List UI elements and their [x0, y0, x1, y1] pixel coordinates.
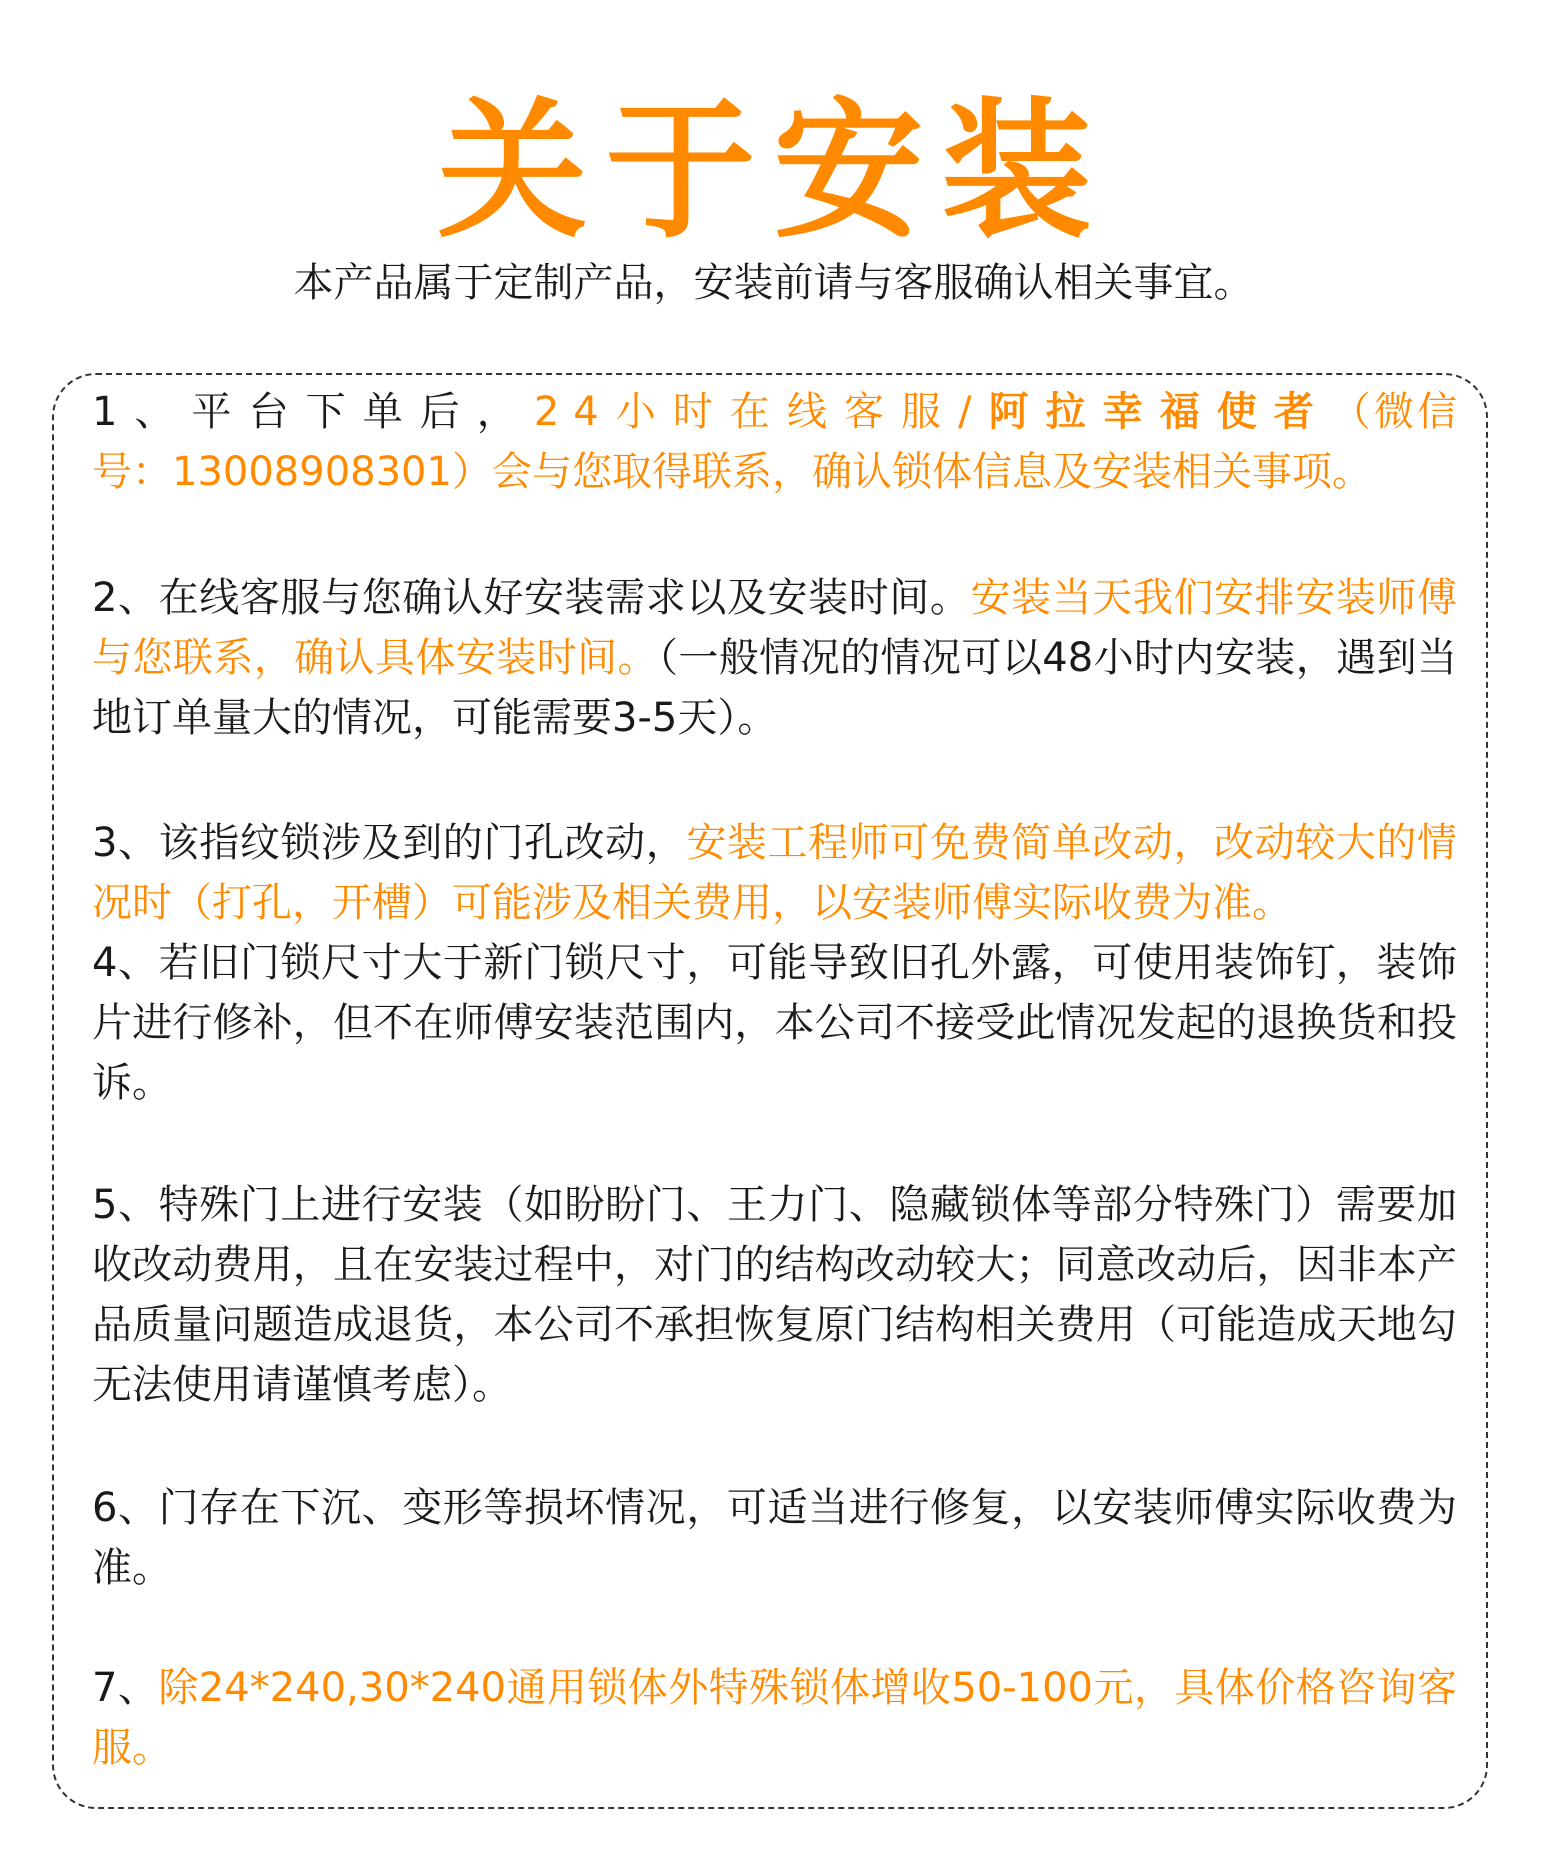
item-2-highlight: 安装当天我们安排安装师傅与您联系，确认具体安装时间。 — [92, 575, 1457, 681]
notice-item-1 — [92, 382, 1457, 502]
item-1-highlight-service: 24小时在线客服/ — [533, 389, 986, 435]
page-subtitle: 本产品属于定制产品，安装前请与客服确认相关事宜。 — [293, 260, 1254, 306]
item-3-highlight: 安装工程师可免费简单改动，改动较大的情况时（打孔，开槽）可能涉及相关费用，以安装师傅实际收费为准。 — [92, 820, 1458, 926]
item-3-text: 3、该指纹锁涉及到的门孔改动， — [92, 820, 687, 866]
page-title: 关于安装 — [437, 85, 1110, 259]
notice-item-4 — [92, 933, 1457, 1113]
notice-item-2 — [92, 568, 1457, 748]
item-2-note: （一般情况的情况可以48小时内安装，遇到当地订单量大的情况，可能需要3-5天）。 — [92, 635, 1457, 741]
notice-item-5 — [92, 1175, 1457, 1415]
item-5-text: 5、特殊门上进行安装（如盼盼门、王力门、隐藏锁体等部分特殊门）需要加收改动费用，且在安装过程中，对门的结构改动较大；同意改动后，因非本产品质量问题造成退货，本公司不承担恢复原门结构相关费用（可能造成天地勾无法使用请谨慎考虑）。 — [92, 1182, 1457, 1408]
item-1-highlight-contact: （微信号：13008908301）会与您取得联系，确认锁体信息及安装相关事项。 — [92, 389, 1458, 495]
item-2-text: 2、在线客服与您确认好安装需求以及安装时间。 — [92, 575, 971, 621]
item-1-highlight-ambassador: 阿拉幸福使者 — [985, 389, 1331, 435]
item-1-text: 1、平台下单后， — [92, 389, 534, 435]
item-4-text: 4、若旧门锁尺寸大于新门锁尺寸，可能导致旧孔外露，可使用装饰钉，装饰片进行修补，但不在师傅安装范围内，本公司不接受此情况发起的退换货和投诉。 — [92, 940, 1457, 1106]
item-6-text: 6、门存在下沉、变形等损坏情况，可适当进行修复，以安装师傅实际收费为准。 — [92, 1485, 1457, 1591]
item-7-text: 7、 — [92, 1665, 159, 1711]
notice-item-3 — [92, 813, 1457, 933]
notice-item-6 — [92, 1478, 1457, 1598]
item-7-highlight: 除24*240,30*240通用锁体外特殊锁体增收50-100元，具体价格咨询客服。 — [92, 1665, 1457, 1771]
notice-item-7 — [92, 1658, 1457, 1778]
